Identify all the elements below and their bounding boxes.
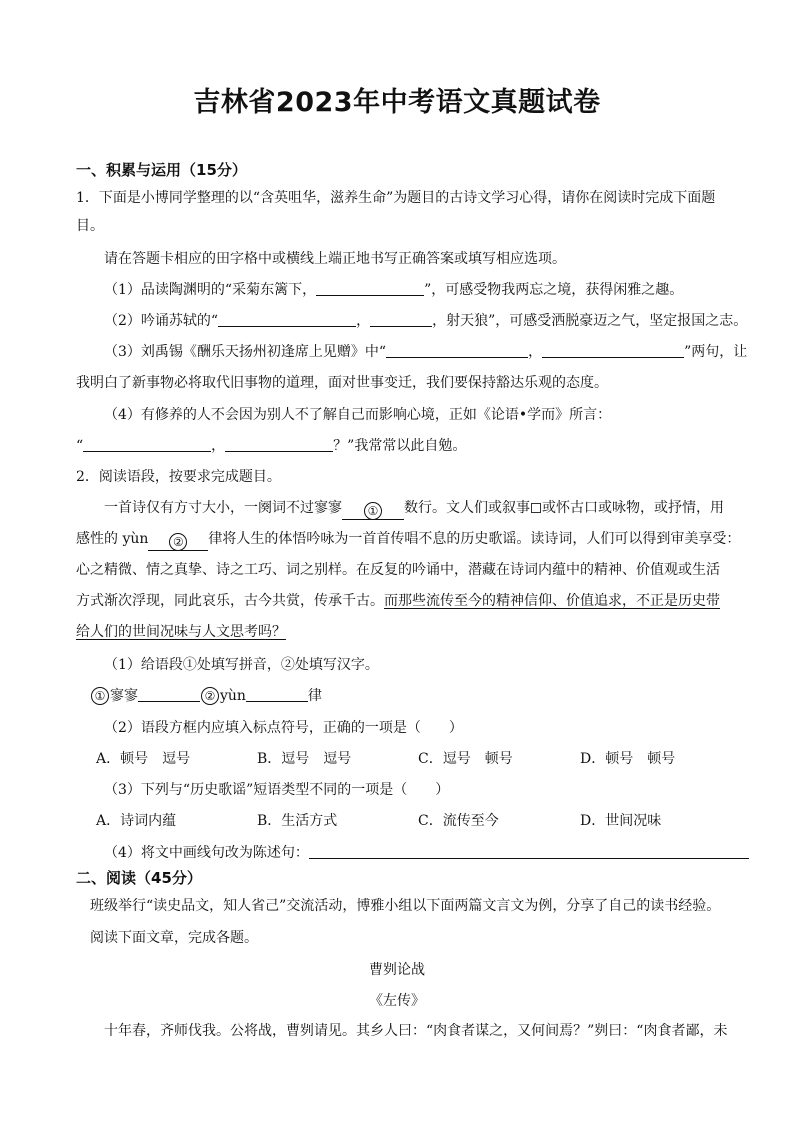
q2-passage-line-3: 心之精微、情之真挚、诗之工巧、词之别样。在反复的吟诵中，潜藏在诗词内蕴中的精神、价值观或生活 (76, 562, 720, 578)
answer-blank[interactable] (225, 437, 333, 452)
q1-item-1 (104, 280, 750, 300)
passage-text: 数行。文人们或叙事 (404, 500, 530, 516)
q2-sub-3: （3）下列与“历史歌谣”短语类型不同的一项是（ ） (104, 782, 450, 798)
passage-text: 方式渐次浮现，同此哀乐，古今共赏，传承千古。 (76, 593, 384, 609)
q1-instruction: 请在答题卡相应的田字格中或横线上端正地书写正确答案或填写相应选项。 (104, 251, 566, 267)
doc-title: 吉林省2023年中考语文真题试卷 (193, 87, 601, 118)
answer-blank[interactable] (309, 844, 749, 859)
answer-prompt: 寥寥 (110, 688, 138, 704)
q1-item-2 (104, 311, 750, 331)
passage-text: 律将人生的体悟吟咏为一首首传唱不息的历史歌谣。读诗词，人们可以得到审美享受： (208, 531, 741, 547)
passage-text: 或怀古口或咏物，或抒情，用 (542, 500, 724, 516)
q2-sub-3-option-c[interactable]: C．流传至今 (418, 813, 499, 829)
underlined-sentence: 而那些流传至今的精神信仰、价值追求，不正是历史带 (384, 593, 720, 609)
q2-sub-2-option-d[interactable]: D．顿号 顿号 (580, 751, 676, 767)
q2-sub-3-option-d[interactable]: D．世间况味 (580, 813, 662, 829)
answer-blank[interactable] (83, 437, 211, 452)
q2-sub-1-answers (90, 686, 750, 706)
answer-prompt: yùn (220, 688, 246, 704)
q1-item-3-text-c: ”两句，让 (684, 344, 748, 360)
q1-item-3-cont: 我明白了新事物必将取代旧事物的道理，面对世事变迁，我们要保持豁达乐观的态度。 (76, 375, 608, 391)
q2-stem: 2．阅读语段，按要求完成题目。 (76, 469, 281, 485)
q1-item-1-text-a: （1）品读陶渊明的“采菊东篱下， (104, 282, 317, 298)
section-heading-2: 二、阅读（45分） (76, 869, 202, 887)
circled-number: ① (91, 687, 109, 705)
answer-blank[interactable] (246, 687, 308, 702)
answer-blank[interactable] (542, 343, 684, 358)
q1-item-1-text-b: ”，可感受物我两忘之境，获得闲雅之趣。 (424, 282, 684, 298)
q1-item-4-cont (76, 436, 750, 456)
q2-sub-4-text: （4）将文中画线句改为陈述句： (104, 845, 309, 861)
answer-blank[interactable] (316, 281, 424, 296)
q1-stem: 1．下面是小博同学整理的以“含英咀华，滋养生命”为题目的古诗文学习心得，请你在阅读时完成下面题 (76, 190, 716, 206)
answer-prompt: 律 (307, 688, 322, 704)
q2-passage-line-4 (76, 591, 750, 611)
q2-sub-2-option-c[interactable]: C．逗号 顿号 (418, 751, 513, 767)
q2-passage-line-5 (76, 622, 750, 642)
q1-item-2-text-b: ， (356, 313, 371, 329)
q1-item-3-text-a: （3）刘禹锡《酬乐天扬州初逢席上见赠》中“ (104, 344, 387, 360)
q2-sub-4 (104, 843, 750, 863)
article-title: 曹刿论战 (369, 962, 425, 978)
q2-sub-2-option-a[interactable]: A．顿号 逗号 (96, 751, 191, 767)
passage-text: 一首诗仅有方寸大小，一阕词不过寥寥 (104, 500, 342, 516)
q1-stem-cont: 目。 (76, 218, 104, 234)
underlined-sentence: 给人们的世间况味与人文思考吗？ (76, 624, 286, 640)
blank-marker-1 (342, 501, 404, 520)
q1-item-2-text-a: （2）吟诵苏轼的“ (104, 313, 219, 329)
article-paragraph-1: 十年春，齐师伐我。公将战，曹刿请见。其乡人曰：“肉食者谋之，又何间焉？”刿曰：“肉食者鄙，未 (104, 1023, 728, 1039)
answer-blank[interactable] (138, 687, 200, 702)
answer-blank[interactable] (370, 312, 432, 327)
q1-item-2-text-c: ，射天狼”，可感受洒脱豪迈之气，坚定报国之志。 (432, 313, 748, 329)
circled-number: ② (201, 687, 219, 705)
q2-sub-1: （1）给语段①处填写拼音，②处填写汉字。 (104, 657, 379, 673)
q2-passage-line-2 (76, 529, 750, 551)
article-source: 《左传》 (369, 993, 425, 1009)
q2-sub-2: （2）语段方框内应填入标点符号，正确的一项是（ ） (104, 720, 463, 736)
q1-item-4-text-c: ， (211, 438, 226, 454)
sec2-instruction: 阅读下面文章，完成各题。 (90, 930, 258, 946)
answer-blank[interactable] (218, 312, 356, 327)
q2-passage-line-1 (104, 498, 750, 520)
circled-number: ② (169, 533, 187, 551)
blank-marker-2 (148, 532, 208, 551)
answer-blank[interactable] (386, 343, 528, 358)
q1-item-3 (104, 342, 750, 362)
q1-item-4-text-b: “ (76, 438, 84, 454)
punctuation-box (531, 503, 541, 513)
q2-sub-3-option-b[interactable]: B．生活方式 (257, 813, 338, 829)
passage-text: 感性的 yùn (76, 531, 149, 547)
q2-sub-2-option-b[interactable]: B．逗号 逗号 (257, 751, 352, 767)
q1-item-4: （4）有修养的人不会因为别人不了解自己而影响心境，正如《论语•学而》所言： (104, 407, 612, 423)
q1-item-4-text-d: ？”我常常以此自勉。 (333, 438, 467, 454)
q2-sub-3-option-a[interactable]: A．诗词内蕴 (96, 813, 177, 829)
circled-number: ① (364, 502, 382, 520)
q1-item-3-text-b: ， (528, 344, 543, 360)
section-heading-1: 一、积累与运用（15分） (76, 161, 247, 179)
sec2-intro: 班级举行“读史品文，知人省己”交流活动，博雅小组以下面两篇文言文为例，分享了自己的读书经验。 (90, 898, 721, 914)
